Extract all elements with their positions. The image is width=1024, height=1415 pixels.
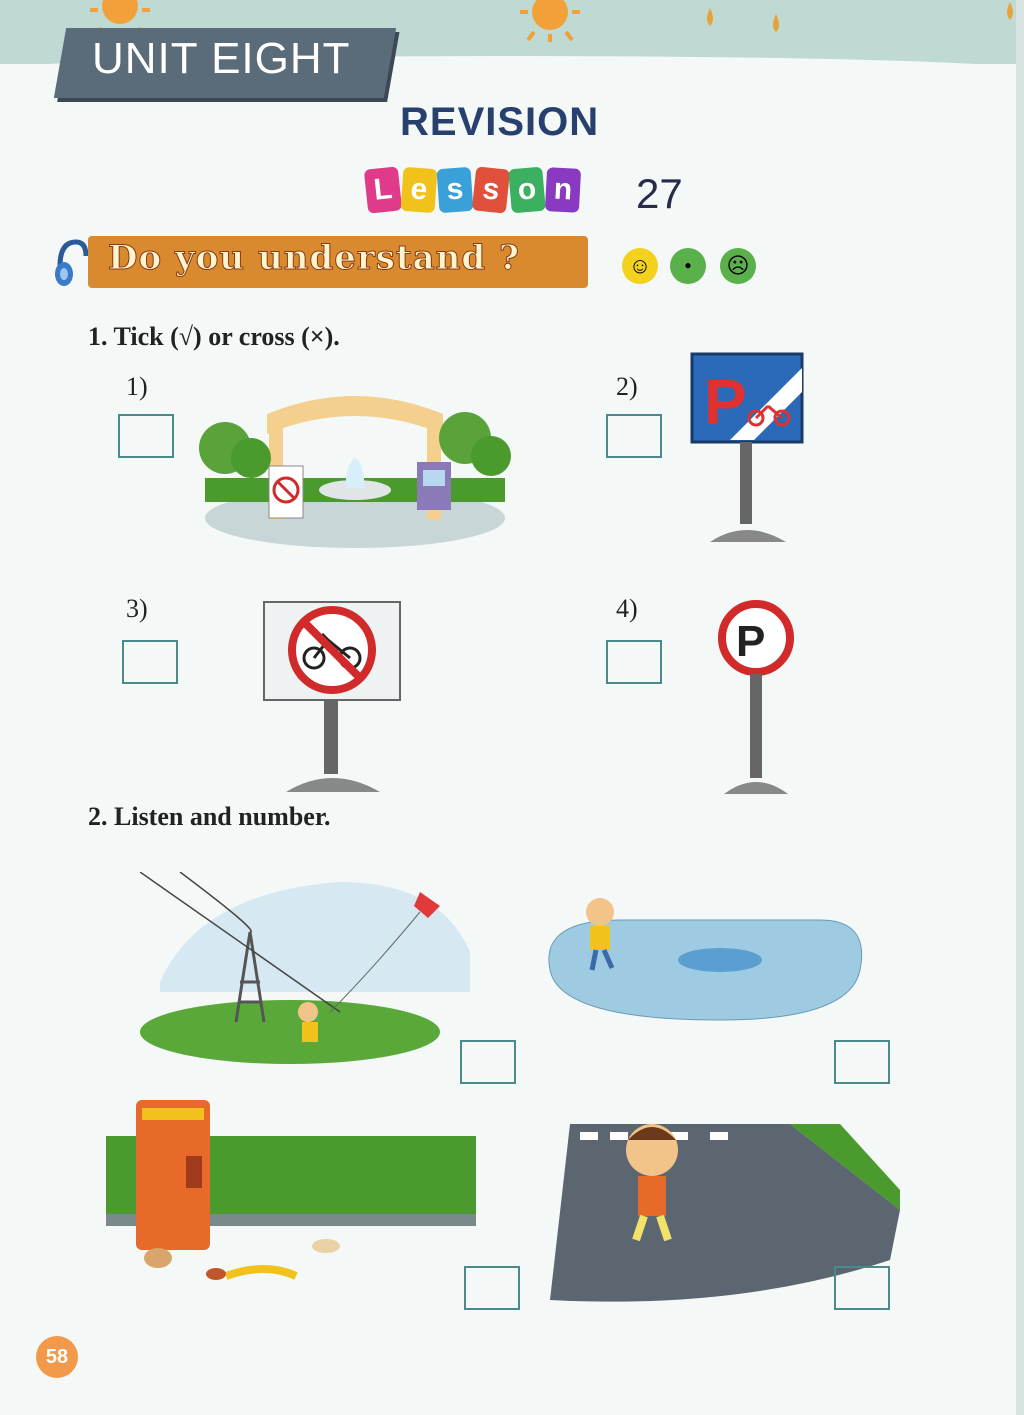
exercise1-heading: 1. Tick (√) or cross (×).	[88, 322, 340, 351]
no-bicycles-sign	[262, 600, 404, 796]
lesson-letter: n	[545, 167, 581, 213]
understand-banner-text: Do you understand ?	[108, 238, 520, 278]
lesson-letter: o	[508, 167, 546, 214]
svg-text:P: P	[704, 366, 747, 438]
svg-text:P: P	[736, 617, 766, 666]
answer-box[interactable]	[460, 1040, 516, 1084]
exercise2-heading: 2. Listen and number.	[88, 802, 331, 831]
page-number: 58	[36, 1336, 78, 1378]
item-label: 2)	[616, 372, 638, 401]
answer-box[interactable]	[464, 1266, 520, 1310]
headphones-icon	[52, 236, 92, 290]
kite-picture	[140, 872, 470, 1072]
litter-picture	[106, 1096, 476, 1286]
neutral-face-icon[interactable]: •	[670, 248, 706, 284]
sad-face-icon[interactable]: ☹	[720, 248, 756, 284]
unit-title: UNIT EIGHT	[92, 34, 351, 83]
lesson-letter: s	[437, 167, 474, 213]
answer-box[interactable]	[118, 414, 174, 458]
item-label: 3)	[126, 594, 148, 623]
lesson-letter: e	[401, 167, 438, 213]
section-title: REVISION	[400, 100, 600, 144]
lesson-label	[366, 168, 580, 212]
answer-box[interactable]	[606, 414, 662, 458]
page-edge	[1016, 0, 1024, 1415]
item-label: 1)	[126, 372, 148, 401]
item-label: 4)	[616, 594, 638, 623]
sun-icon	[510, 0, 590, 44]
lesson-letter: s	[472, 166, 510, 213]
car-parking-sign	[716, 600, 796, 796]
answer-box[interactable]	[834, 1040, 890, 1084]
ice-skating-picture	[540, 890, 870, 1030]
lesson-letter: L	[364, 166, 402, 213]
answer-box[interactable]	[122, 640, 178, 684]
answer-box[interactable]	[834, 1266, 890, 1310]
bicycle-parking-sign	[690, 352, 806, 552]
answer-box[interactable]	[606, 640, 662, 684]
happy-face-icon[interactable]: ☺	[622, 248, 658, 284]
raindrop-icon	[1000, 0, 1020, 30]
lesson-number: 27	[636, 170, 683, 217]
raindrops-icon	[690, 0, 820, 50]
park-picture	[195, 378, 515, 550]
